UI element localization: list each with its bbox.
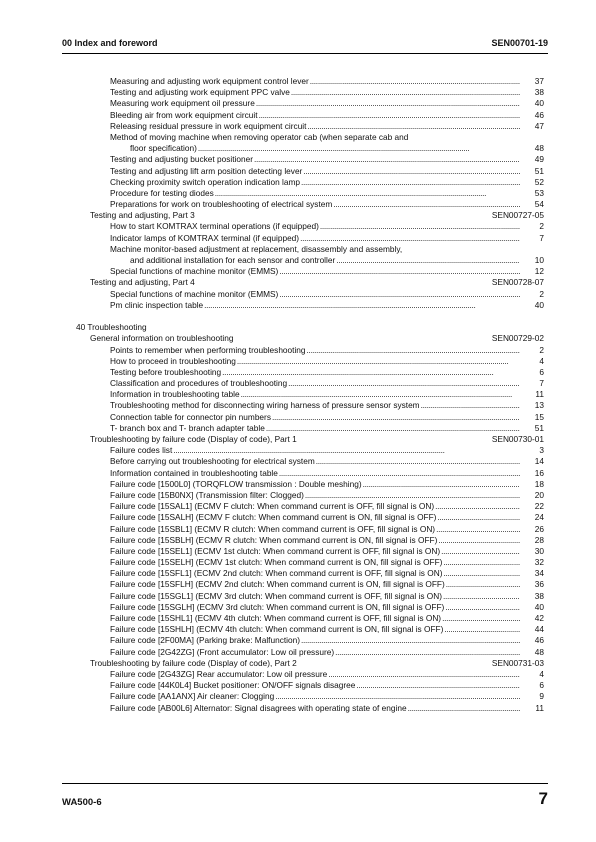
toc-leader-dots <box>443 591 520 602</box>
toc-entry[interactable] <box>0 76 596 87</box>
toc-leader-dots <box>215 188 520 199</box>
toc-page-number: 11 <box>535 702 544 713</box>
toc-entry[interactable] <box>0 110 596 121</box>
toc-leader-dots <box>336 255 520 266</box>
toc-entry[interactable] <box>0 233 596 244</box>
toc-leader-dots <box>279 468 520 479</box>
toc-entry[interactable] <box>0 221 596 232</box>
toc-entry[interactable] <box>0 188 596 199</box>
toc-entry[interactable] <box>0 512 596 523</box>
toc-entry[interactable] <box>0 647 596 658</box>
toc-section-code: SEN00731-03 <box>491 657 544 668</box>
toc-page-number: 48 <box>534 646 544 657</box>
toc-page-number: 6 <box>539 680 544 691</box>
toc-section[interactable] <box>0 277 596 288</box>
toc-entry-title: 40 Troubleshooting <box>76 322 147 333</box>
toc-page-number: 47 <box>534 120 544 131</box>
toc-entry[interactable] <box>0 121 596 132</box>
toc-leader-dots <box>303 166 520 177</box>
toc-entry-title: Failure code [2G42ZG] (Front accumulator: Low oil pressure) <box>110 646 335 657</box>
toc-page-number: 36 <box>534 579 544 590</box>
toc-entry[interactable] <box>0 591 596 602</box>
toc-entry[interactable] <box>0 468 596 479</box>
toc-entry[interactable] <box>0 423 596 434</box>
toc-entry-title: Failure codes list <box>110 445 173 456</box>
toc-leader-dots <box>301 635 520 646</box>
toc-leader-dots <box>259 110 520 121</box>
toc-entry-title: Before carrying out troubleshooting for electrical system <box>110 456 315 467</box>
document-code: SEN00701-19 <box>491 38 548 48</box>
toc-entry[interactable] <box>0 501 596 512</box>
toc-entry-title: Classification and procedures of troubleshooting <box>110 378 288 389</box>
toc-page-number: 4 <box>539 668 544 679</box>
toc-entry[interactable] <box>0 154 596 165</box>
toc-entry[interactable] <box>0 378 596 389</box>
toc-page-number: 53 <box>534 187 544 198</box>
toc-entry[interactable] <box>0 479 596 490</box>
toc-entry[interactable] <box>0 579 596 590</box>
toc-leader-dots <box>256 98 520 109</box>
toc-entry <box>0 244 596 255</box>
toc-entry-title: Testing and adjusting lift arm position detecting lever <box>110 165 303 176</box>
toc-entry-title: Failure code [15SALH] (ECMV F clutch: When command current is ON, fill signal is OFF) <box>110 512 437 523</box>
toc-entry[interactable] <box>0 389 596 400</box>
toc-page-number: 24 <box>534 512 544 523</box>
toc-entry[interactable] <box>0 680 596 691</box>
toc-leader-dots <box>363 479 520 490</box>
model-number: WA500-6 <box>62 797 102 808</box>
toc-leader-dots <box>441 546 520 557</box>
toc-entry-title: Failure code [44K0L4] Bucket positioner: ON/OFF signals disagree <box>110 680 356 691</box>
toc-page-number: 40 <box>534 601 544 612</box>
toc-entry-title: Indicator lamps of KOMTRAX terminal (if equipped) <box>110 232 300 243</box>
toc-entry-title: Troubleshooting method for disconnecting wiring harness of pressure sensor system <box>110 400 420 411</box>
toc-leader-dots <box>356 680 520 691</box>
toc-entry[interactable] <box>0 669 596 680</box>
toc-leader-dots <box>443 557 520 568</box>
toc-leader-dots <box>333 199 520 210</box>
toc-page-number: 38 <box>534 87 544 98</box>
toc-leader-dots <box>288 378 520 389</box>
toc-leader-dots <box>446 579 520 590</box>
toc-entry-title: Procedure for testing diodes <box>110 187 214 198</box>
toc-leader-dots <box>437 512 520 523</box>
toc-entry[interactable] <box>0 266 596 277</box>
toc-page-number: 51 <box>534 422 544 433</box>
toc-section-code: SEN00730-01 <box>491 434 544 445</box>
toc-entry-title: Information contained in troubleshooting table <box>110 467 278 478</box>
toc-entry[interactable] <box>0 345 596 356</box>
toc-leader-dots <box>275 691 520 702</box>
toc-entry-title: Testing and adjusting bucket positioner <box>110 154 253 165</box>
toc-leader-dots <box>421 400 520 411</box>
toc-entry-title: Failure code [15B0NX] (Transmission filter: Clogged) <box>110 489 304 500</box>
toc-entry[interactable] <box>0 166 596 177</box>
toc-page-number: 40 <box>534 98 544 109</box>
header-divider <box>62 53 548 54</box>
toc-page-number: 6 <box>539 366 544 377</box>
toc-leader-dots <box>272 412 520 423</box>
toc-page-number: 32 <box>534 557 544 568</box>
toc-leader-dots <box>301 177 520 188</box>
toc-entry[interactable] <box>0 87 596 98</box>
toc-entry-title: Failure code [2F00MA] (Parking brake: Malfunction) <box>110 635 300 646</box>
toc-entry-title: Testing and adjusting work equipment PPC valve <box>110 87 290 98</box>
toc-section-code: SEN00728-07 <box>491 277 544 288</box>
toc-entry[interactable] <box>0 199 596 210</box>
toc-page-number: 42 <box>534 613 544 624</box>
toc-leader-dots <box>300 233 520 244</box>
toc-page-number: 30 <box>534 545 544 556</box>
toc-entry-title: and additional installation for each sensor and controller <box>130 255 336 265</box>
toc-entry[interactable] <box>0 143 596 154</box>
toc-entry-title: Special functions of machine monitor (EMMS) <box>110 266 279 277</box>
toc-page-number: 46 <box>534 109 544 120</box>
toc-page-number: 16 <box>534 467 544 478</box>
toc-leader-dots <box>198 143 520 154</box>
toc-page-number: 54 <box>534 199 544 210</box>
toc-page-number: 3 <box>539 445 544 456</box>
toc-page-number: 46 <box>534 635 544 646</box>
toc-entry-title: Checking proximity switch operation indication lamp <box>110 176 300 187</box>
toc-entry-title: Failure code [1500L0] (TORQFLOW transmission : Double meshing) <box>110 478 362 489</box>
toc-entry-title: Failure code [15SBL1] (ECMV R clutch: When command current is OFF, fill signal is ON) <box>110 523 436 534</box>
toc-entry[interactable] <box>0 490 596 501</box>
toc-leader-dots <box>320 221 520 232</box>
toc-entry[interactable] <box>0 98 596 109</box>
toc-page-number: 2 <box>539 344 544 355</box>
toc-page-number: 12 <box>534 266 544 277</box>
toc-leader-dots <box>310 76 520 87</box>
table-of-contents <box>0 76 596 714</box>
toc-section[interactable] <box>0 210 596 221</box>
toc-page-number: 4 <box>539 355 544 366</box>
toc-entry[interactable] <box>0 557 596 568</box>
toc-entry[interactable] <box>0 703 596 714</box>
toc-entry[interactable] <box>0 367 596 378</box>
toc-leader-dots <box>442 613 520 624</box>
toc-leader-dots <box>307 345 520 356</box>
toc-leader-dots <box>408 703 520 714</box>
toc-entry-title: Failure code [15SFL1] (ECMV 2nd clutch: When command current is OFF, fill signal is ON) <box>110 568 443 579</box>
toc-entry-title: Machine monitor-based adjustment at replacement, disassembly and assembly, <box>110 243 403 254</box>
toc-section[interactable] <box>0 658 596 669</box>
toc-entry[interactable] <box>0 602 596 613</box>
footer-divider <box>62 783 548 784</box>
toc-entry-title: Testing and adjusting, Part 3 <box>90 210 195 221</box>
toc-entry-title: Testing before troubleshooting <box>110 366 222 377</box>
section-title: 00 Index and foreword <box>62 38 158 48</box>
toc-entry-title: Failure code [15SHL1] (ECMV 4th clutch: When command current is OFF, fill signal is ON) <box>110 613 442 624</box>
toc-page-number: 22 <box>534 501 544 512</box>
toc-entry[interactable] <box>0 255 596 266</box>
toc-entry[interactable] <box>0 445 596 456</box>
toc-page-number: 52 <box>534 176 544 187</box>
toc-entry-title: T- branch box and T- branch adapter table <box>110 422 265 433</box>
toc-leader-dots <box>254 154 520 165</box>
toc-entry[interactable] <box>0 524 596 535</box>
toc-entry-title: Failure code [AA1ANX] Air cleaner: Clogging <box>110 691 275 702</box>
toc-page-number: 14 <box>534 456 544 467</box>
toc-leader-dots <box>307 121 520 132</box>
toc-entry[interactable] <box>0 289 596 300</box>
toc-leader-dots <box>279 289 520 300</box>
toc-entry-title: Failure code [2G43ZG] Rear accumulator: Low oil pressure <box>110 668 328 679</box>
toc-leader-dots <box>266 423 520 434</box>
toc-entry-title: Information in troubleshooting table <box>110 389 240 400</box>
toc-page-number: 11 <box>535 389 544 400</box>
toc-page-number: 10 <box>534 255 544 265</box>
toc-page-number: 9 <box>539 691 544 702</box>
toc-entry-title: How to proceed in troubleshooting <box>110 355 236 366</box>
toc-entry-title: Pm clinic inspection table <box>110 299 204 310</box>
toc-page-number: 15 <box>534 411 544 422</box>
toc-entry[interactable] <box>0 177 596 188</box>
toc-entry[interactable] <box>0 400 596 411</box>
toc-page-number: 18 <box>534 478 544 489</box>
toc-leader-dots <box>173 445 520 456</box>
toc-leader-dots <box>291 87 520 98</box>
toc-entry[interactable] <box>0 456 596 467</box>
toc-leader-dots <box>445 602 520 613</box>
page-header <box>62 38 548 52</box>
toc-entry-title: Preparations for work on troubleshooting of electrical system <box>110 199 333 210</box>
toc-leader-dots <box>435 501 520 512</box>
toc-entry[interactable] <box>0 691 596 702</box>
toc-entry-title: Bleeding air from work equipment circuit <box>110 109 258 120</box>
toc-entry-title: How to start KOMTRAX terminal operations (if equipped) <box>110 221 319 232</box>
toc-entry-title: Failure code [15SBLH] (ECMV R clutch: When command current is ON, fill signal is OFF) <box>110 534 438 545</box>
toc-leader-dots <box>237 356 520 367</box>
toc-leader-dots <box>316 456 520 467</box>
toc-entry-title: Releasing residual pressure in work equipment circuit <box>110 120 307 131</box>
toc-entry[interactable] <box>0 624 596 635</box>
toc-entry-title: Failure code [15SHLH] (ECMV 4th clutch: When command current is ON, fill signal is OFF) <box>110 624 444 635</box>
toc-entry[interactable] <box>0 412 596 423</box>
toc-entry[interactable] <box>0 356 596 367</box>
toc-entry-title: Special functions of machine monitor (EMMS) <box>110 288 279 299</box>
toc-entry-title: Connection table for connector pin numbers <box>110 411 271 422</box>
toc-leader-dots <box>305 490 520 501</box>
toc-entry-title: Failure code [15SGL1] (ECMV 3rd clutch: When command current is OFF, fill signal is ON) <box>110 590 442 601</box>
toc-page-number: 2 <box>539 288 544 299</box>
toc-entry-title: Failure code [15SFLH] (ECMV 2nd clutch: When command current is ON, fill signal is OFF) <box>110 579 445 590</box>
toc-page-number: 40 <box>534 299 544 310</box>
toc-entry-title: Failure code [15SEL1] (ECMV 1st clutch: When command current is OFF, fill signal is ON) <box>110 545 441 556</box>
toc-page-number: 38 <box>534 590 544 601</box>
toc-entry-title: Troubleshooting by failure code (Display of code), Part 2 <box>90 657 297 668</box>
toc-page-number: 20 <box>534 489 544 500</box>
toc-entry-title: Measuring and adjusting work equipment control lever <box>110 76 309 86</box>
toc-page-number: 44 <box>534 624 544 635</box>
toc-leader-dots <box>444 624 520 635</box>
toc-chapter <box>0 311 596 333</box>
toc-entry-title: Measuring work equipment oil pressure <box>110 98 255 109</box>
toc-entry[interactable] <box>0 546 596 557</box>
toc-section-code: SEN00729-02 <box>491 333 544 344</box>
toc-entry-title: General information on troubleshooting <box>90 333 234 344</box>
toc-entry-title: floor specification) <box>130 143 197 154</box>
toc-section-code: SEN00727-05 <box>491 210 544 221</box>
toc-entry[interactable] <box>0 568 596 579</box>
toc-entry-title: Failure code [15SAL1] (ECMV F clutch: When command current is OFF, fill signal is ON) <box>110 501 435 512</box>
toc-page-number: 48 <box>534 143 544 154</box>
toc-page-number: 51 <box>534 165 544 176</box>
toc-page-number: 13 <box>534 400 544 411</box>
toc-page-number: 28 <box>534 534 544 545</box>
toc-leader-dots <box>436 524 520 535</box>
toc-entry[interactable] <box>0 635 596 646</box>
toc-leader-dots <box>222 367 520 378</box>
toc-section[interactable] <box>0 333 596 344</box>
toc-leader-dots <box>443 568 520 579</box>
toc-page-number: 7 <box>539 378 544 389</box>
toc-entry <box>0 132 596 143</box>
toc-entry-title: Testing and adjusting, Part 4 <box>90 277 195 288</box>
toc-leader-dots <box>204 300 520 311</box>
toc-leader-dots <box>328 669 520 680</box>
toc-entry-title: Failure code [AB00L6] Alternator: Signal disagrees with operating state of engine <box>110 702 407 713</box>
toc-page-number: 34 <box>534 568 544 579</box>
toc-entry[interactable] <box>0 613 596 624</box>
toc-entry-title: Failure code [15SELH] (ECMV 1st clutch: When command current is ON, fill signal is OFF) <box>110 557 443 568</box>
toc-page-number: 7 <box>539 232 544 243</box>
toc-page-number: 49 <box>534 154 544 165</box>
toc-entry[interactable] <box>0 535 596 546</box>
toc-entry-title: Troubleshooting by failure code (Display of code), Part 1 <box>90 434 297 445</box>
toc-entry-title: Failure code [15SGLH] (ECMV 3rd clutch: When command current is ON, fill signal is OFF) <box>110 601 445 612</box>
toc-leader-dots <box>241 389 520 400</box>
toc-section[interactable] <box>0 434 596 445</box>
toc-page-number: 26 <box>534 523 544 534</box>
toc-page-number: 37 <box>534 76 544 86</box>
toc-leader-dots <box>438 535 520 546</box>
toc-leader-dots <box>335 647 520 658</box>
toc-leader-dots <box>279 266 520 277</box>
toc-entry-title: Method of moving machine when removing operator cab (when separate cab and <box>110 131 409 142</box>
page-number: 7 <box>538 789 548 808</box>
toc-entry[interactable] <box>0 300 596 311</box>
toc-page-number: 2 <box>539 221 544 232</box>
toc-entry-title: Points to remember when performing troubleshooting <box>110 344 306 355</box>
